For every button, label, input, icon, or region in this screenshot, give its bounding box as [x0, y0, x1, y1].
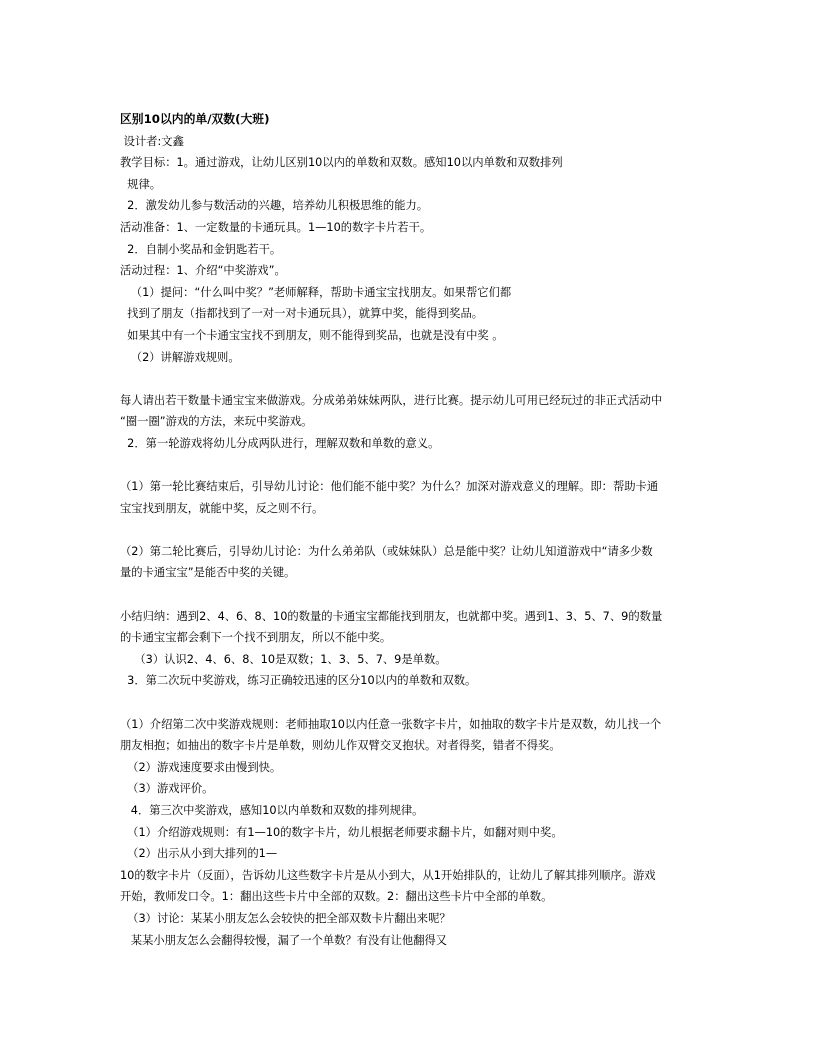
- blank-line: [120, 692, 700, 714]
- body-line: 量的卡通宝宝”是能否中奖的关键。: [120, 566, 296, 580]
- blank-line: [120, 455, 700, 477]
- body-line: 每人请出若干数量卡通宝宝来做游戏。分成弟弟妹妹两队，进行比赛。提示幼儿可用已经玩过的非正式活动中: [120, 393, 663, 407]
- blank-line: [120, 368, 700, 390]
- body-line: 如果其中有一个卡通宝宝找不到朋友，则不能得到奖品，也就是没有中奖 。: [120, 328, 504, 342]
- body-line: 开始，教师发口令。1：翻出这些卡片中全部的双数。2：翻出这些卡片中全部的单数。: [120, 890, 553, 904]
- body-line: 10的数字卡片（反面），告诉幼儿这些数字卡片是从小到大，从1开始排队的，让幼儿了解其排列顺序。游戏: [120, 868, 656, 882]
- body-line: 规律。: [120, 177, 162, 191]
- body-line: 4．第三次中奖游戏，感知10以内单数和双数的排列规律。: [120, 804, 424, 817]
- blank-line: [120, 584, 700, 606]
- body-line: （3）认识2、4、6、8、10是双数；1、3、5、7、9是单数。: [120, 652, 447, 666]
- body-line: （3）游戏评价。: [120, 782, 214, 796]
- body-line: 朋友相抱；如抽出的数字卡片是单数，则幼儿作双臂交叉抱状。对者得奖，错者不得奖。: [120, 739, 561, 753]
- body-line: （1）介绍第二次中奖游戏规则：老师抽取10以内任意一张数字卡片，如抽取的数字卡片是双数，幼儿找一个: [120, 717, 662, 731]
- designer-line: 设计者:文鑫: [120, 134, 184, 148]
- body-line: （2）游戏速度要求由慢到快。: [120, 760, 282, 774]
- body-line: 的卡通宝宝都会剩下一个找不到朋友，所以不能中奖。: [120, 631, 392, 645]
- blank-line: [120, 519, 700, 541]
- body-line: 2．自制小奖品和金钥匙若干。: [120, 242, 282, 256]
- body-line: （1）介绍游戏规则：有1—10的数字卡片，幼儿根据老师要求翻卡片，如翻对则中奖。: [120, 825, 563, 839]
- document-page: [120, 109, 700, 951]
- body-line: （3）讨论：某某小朋友怎么会较快的把全部双数卡片翻出来呢？: [120, 911, 451, 925]
- body-line: 找到了朋友（指都找到了一对一对卡通玩具），就算中奖，能得到奖品。: [120, 307, 484, 321]
- body-line: 活动过程：1、介绍“中奖游戏”。: [120, 264, 286, 278]
- body-line: 小结归纳：遇到2、4、6、8、10的数量的卡通宝宝都能找到朋友，也就都中奖。遇到1、3、5、7、9的数量: [120, 609, 663, 623]
- body-line: （1）提问：“什么叫中奖？”老师解释，帮助卡通宝宝找朋友。如果帮它们都: [120, 285, 512, 299]
- body-line: （2）第二轮比赛后，引导幼儿讨论：为什么弟弟队（或妹妹队）总是能中奖？让幼儿知道游戏中“请多少数: [120, 544, 653, 558]
- body-line: 活动准备：1、一定数量的卡通玩具。1—10的数字卡片若干。: [120, 220, 432, 234]
- body-line: 2．激发幼儿参与数活动的兴趣，培养幼儿积极思维的能力。: [120, 199, 429, 213]
- body-line: 教学目标：1。通过游戏，让幼儿区别10以内的单数和双数。感知10以内单数和双数排列: [120, 156, 563, 170]
- body-line: （2）讲解游戏规则。: [120, 350, 240, 364]
- body-line: “圈一圈”游戏的方法，来玩中奖游戏。: [120, 415, 313, 429]
- body-line: 宝宝找到朋友，就能中奖，反之则不行。: [120, 501, 324, 515]
- body-line: （2）出示从小到大排列的1—: [120, 847, 278, 861]
- document-title: 区别10以内的单/双数(大班): [120, 112, 270, 126]
- body-line: 某某小朋友怎么会翻得较慢，漏了一个单数？有没有让他翻得又: [120, 933, 448, 947]
- body-line: （1）第一轮比赛结束后，引导幼儿讨论：他们能不能中奖？为什么？加深对游戏意义的理解。即：帮助卡通: [120, 480, 659, 494]
- body-line: 2．第一轮游戏将幼儿分成两队进行，理解双数和单数的意义。: [120, 436, 440, 450]
- body-line: 3．第二次玩中奖游戏，练习正确较迅速的区分10以内的单数和双数。: [120, 674, 477, 688]
